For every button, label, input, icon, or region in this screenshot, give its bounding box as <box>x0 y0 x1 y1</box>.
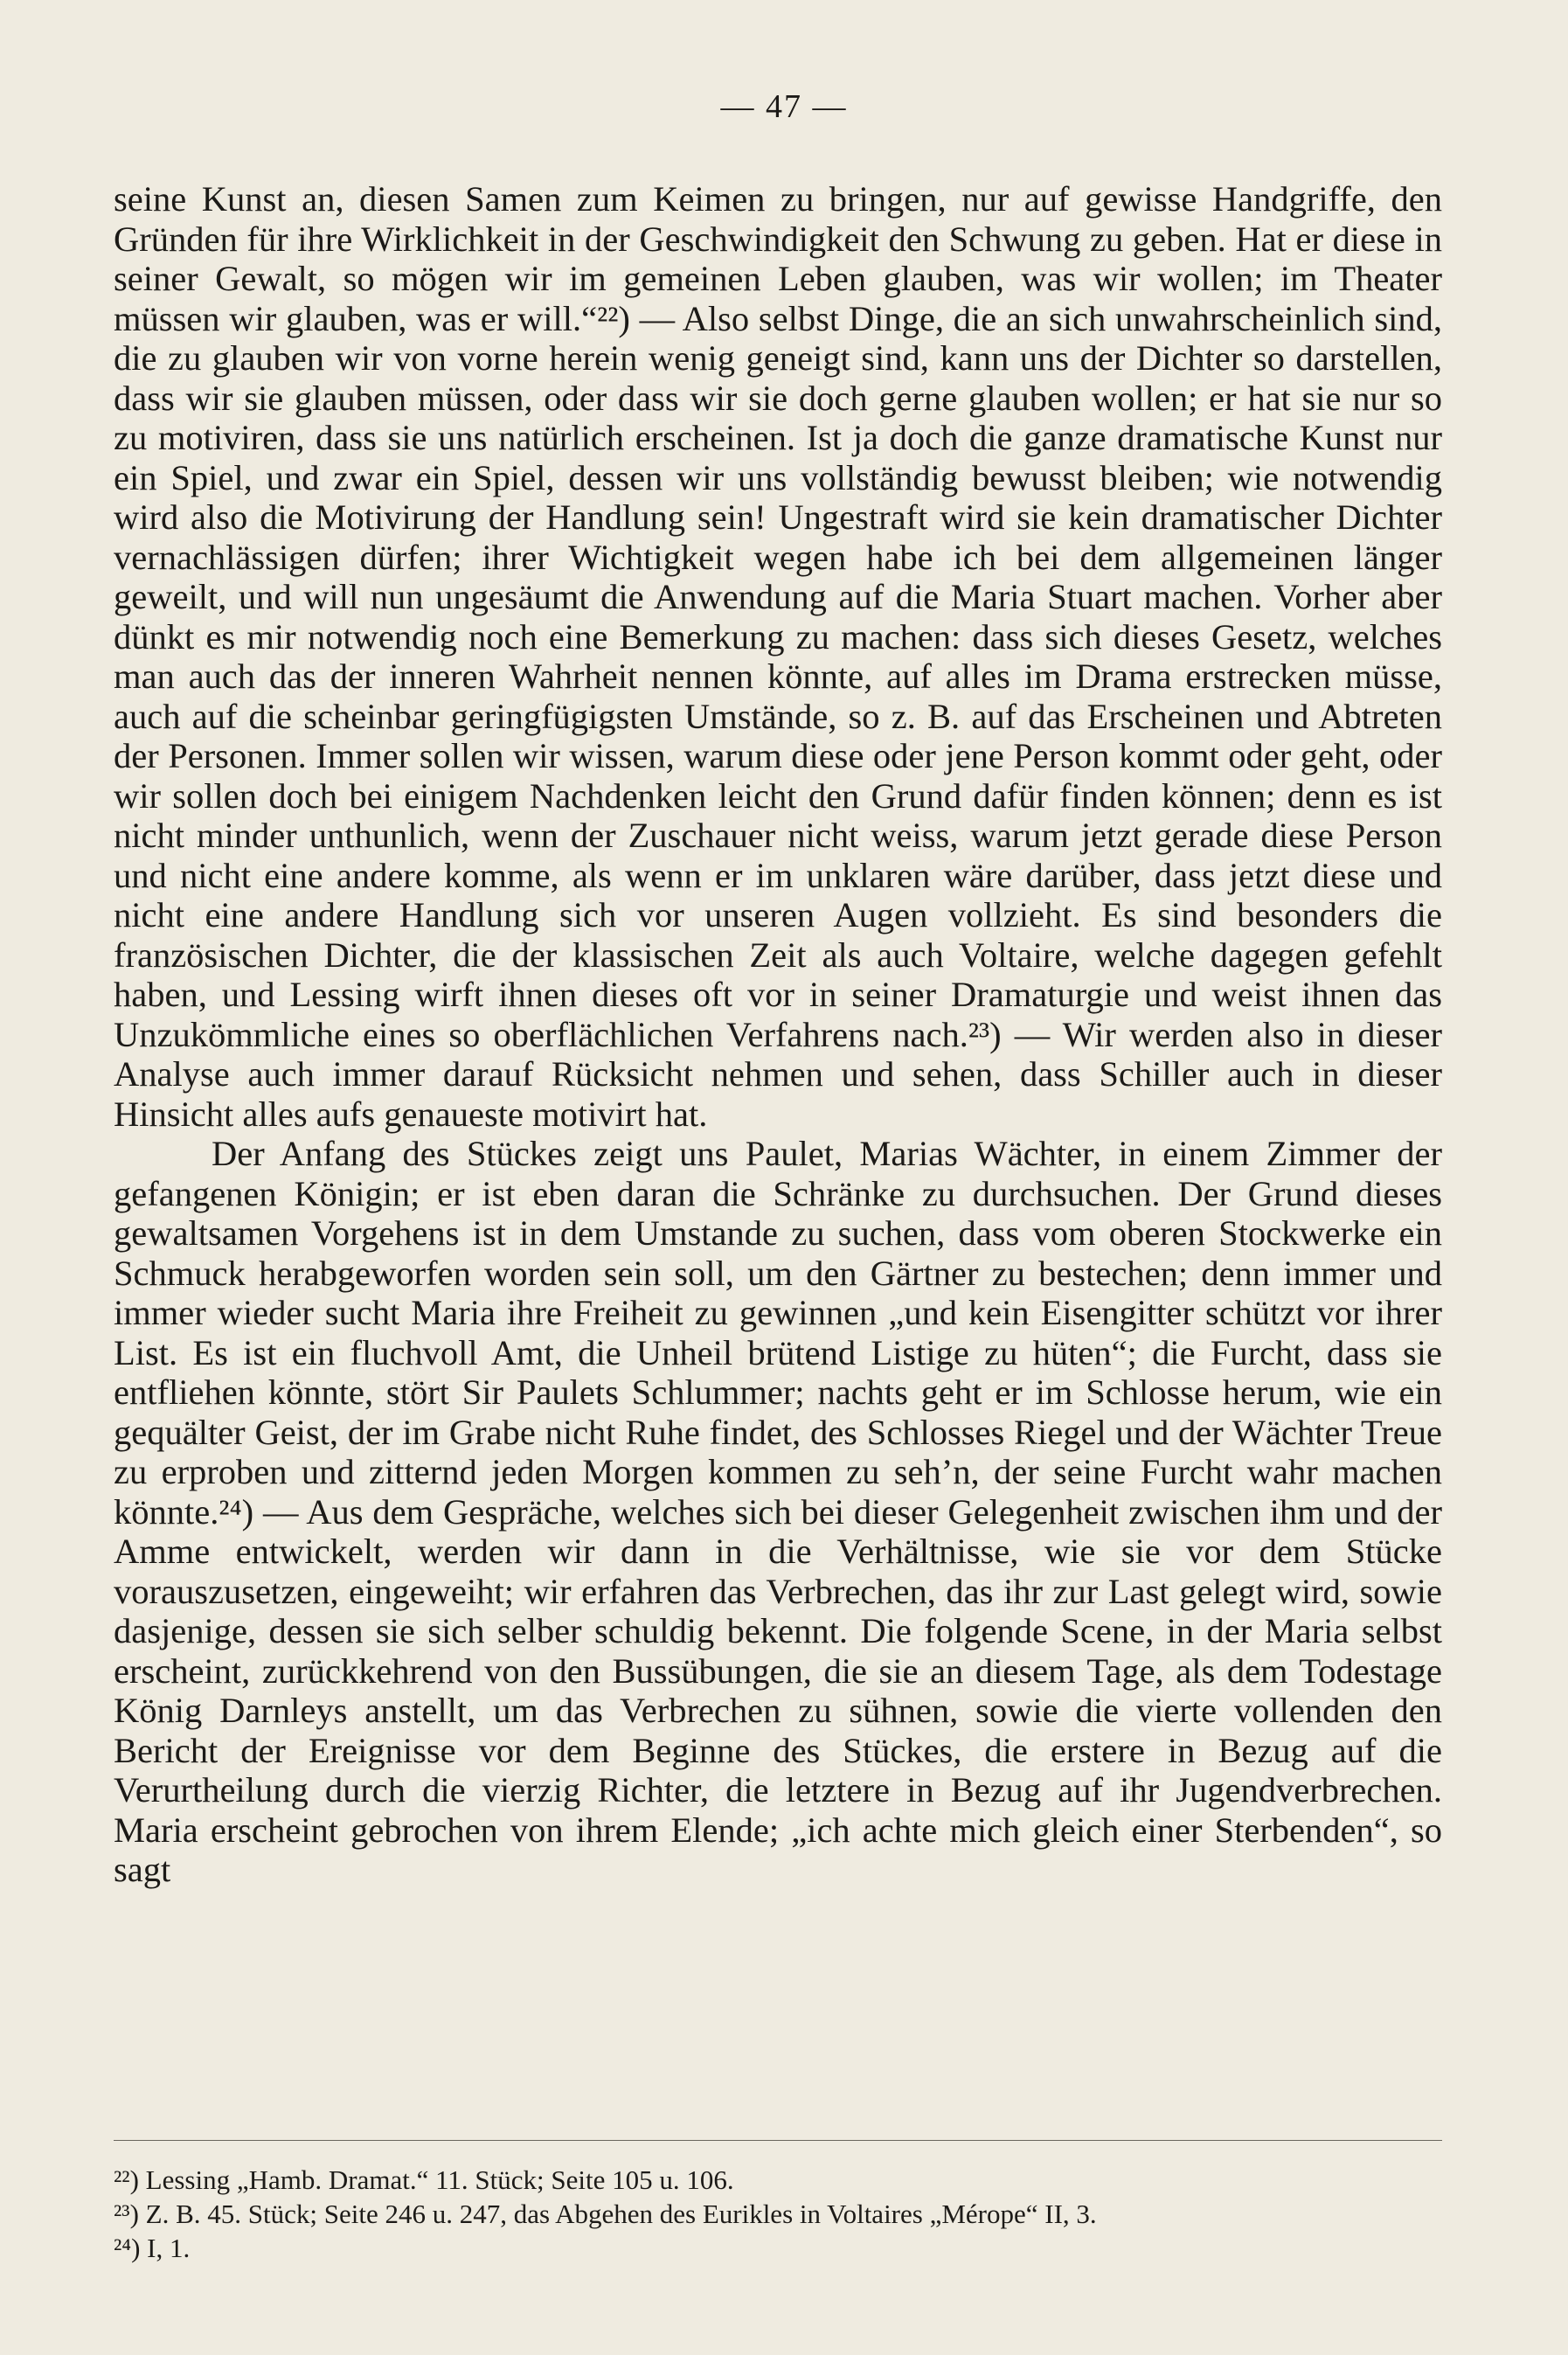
footnotes <box>114 2163 1442 2265</box>
page-number: — 47 — <box>720 88 848 125</box>
footnote: ²²) Lessing „Hamb. Dramat.“ 11. Stück; Seite 105 u. 106. <box>114 2164 734 2195</box>
footnote-separator <box>114 2140 1442 2141</box>
paragraph: seine Kunst an, diesen Samen zum Keimen zu bringen, nur auf gewisse Handgriffe, den Gründen für ihre Wirklichkeit in der Geschwindigkeit den Schwung zu geben. Hat er diese in seiner Gewalt, so mögen wir im gemeinen Leben glauben, was wir wollen; im Theater müssen wir glauben, was er will.“²²) — Also selbst Dinge, die an sich unwahrscheinlich sind, die zu glauben wir von vorne herein wenig geneigt sind, kann uns der Dichter so darstellen, dass wir sie glauben müssen, oder dass wir sie doch gerne glauben wollen; er hat sie nur so zu motiviren, dass sie uns natürlich erscheinen. Ist ja doch die ganze dramatische Kunst nur ein Spiel, und zwar ein Spiel, dessen wir uns vollständig bewusst bleiben; wie notwendig wird also die Motivirung der Handlung sein! Ungestraft wird sie kein dramatischer Dichter vernachlässigen dürfen; ihrer Wichtigkeit wegen habe ich bei dem allgemeinen länger geweilt, und will nun ungesäumt die Anwendung auf die Maria Stuart machen. Vorher aber dünkt es mir notwendig noch eine Bemerkung zu machen: dass sich dieses Gesetz, welches man auch das der inneren Wahrheit nennen könnte, auf alles im Drama erstrecken müsse, auch auf die scheinbar geringfügigsten Umstände, so z. B. auf das Erscheinen und Abtreten der Personen. Immer sollen wir wissen, warum diese oder jene Person kommt oder geht, oder wir sollen doch bei einigem Nachdenken leicht den Grund dafür finden können; denn es ist nicht minder unthunlich, wenn der Zuschauer nicht weiss, warum jetzt gerade diese Person und nicht eine andere komme, als wenn er im unklaren wäre darüber, dass jetzt diese und nicht eine andere Handlung sich vor unseren Augen vollzieht. Es sind besonders die französischen Dichter, die der klassischen Zeit als auch Voltaire, welche dagegen gefehlt haben, und Lessing wirft ihnen dieses oft vor in seiner Dramaturgie und weist ihnen das Unzukömmliche eines so oberflächlichen Verfahrens nach.²³) — Wir werden also in dieser Analyse auch immer darauf Rücksicht nehmen und sehen, dass Schiller auch in dieser Hinsicht alles aufs genaueste motivirt hat. <box>114 179 1442 1134</box>
footnote: ²⁴) I, 1. <box>114 2233 191 2263</box>
footnote: ²³) Z. B. 45. Stück; Seite 246 u. 247, das Abgehen des Eurikles in Voltaires „Mérope“ II, 3. <box>114 2199 1097 2229</box>
paragraph: Der Anfang des Stückes zeigt uns Paulet, Marias Wächter, in einem Zimmer der gefangenen Königin; er ist eben daran die Schränke zu durchsuchen. Der Grund dieses gewaltsamen Vorgehens ist in dem Umstande zu suchen, dass vom oberen Stockwerke ein Schmuck herabgeworfen worden sein soll, um den Gärtner zu bestechen; denn immer und immer wieder sucht Maria ihre Freiheit zu gewinnen „und kein Eisengitter schützt vor ihrer List. Es ist ein fluchvoll Amt, die Unheil brütend Listige zu hüten“; die Furcht, dass sie entfliehen könnte, stört Sir Paulets Schlummer; nachts geht er im Schlosse herum, wie ein gequälter Geist, der im Grabe nicht Ruhe findet, des Schlosses Riegel und der Wächter Treue zu erproben und zitternd jeden Morgen kommen zu seh’n, der seine Furcht wahr machen könnte.²⁴) — Aus dem Gespräche, welches sich bei dieser Gelegenheit zwischen ihm und der Amme entwickelt, werden wir dann in die Verhältnisse, wie sie vor dem Stücke vorauszusetzen, eingeweiht; wir erfahren das Verbrechen, das ihr zur Last gelegt wird, sowie dasjenige, dessen sie sich selber schuldig bekennt. Die folgende Scene, in der Maria selbst erscheint, zurückkehrend von den Bussübungen, die sie an diesem Tage, als dem Todestage König Darnleys anstellt, um das Verbrechen zu sühnen, sowie die vierte vollenden den Bericht der Ereignisse vor dem Beginne des Stückes, die erstere in Bezug auf die Verurtheilung durch die vierzig Richter, die letztere in Bezug auf ihr Jugendverbrechen. Maria erscheint gebrochen von ihrem Elende; „ich achte mich gleich einer Sterbenden“, so sagt <box>114 1134 1442 1889</box>
body-text <box>114 179 1442 1890</box>
